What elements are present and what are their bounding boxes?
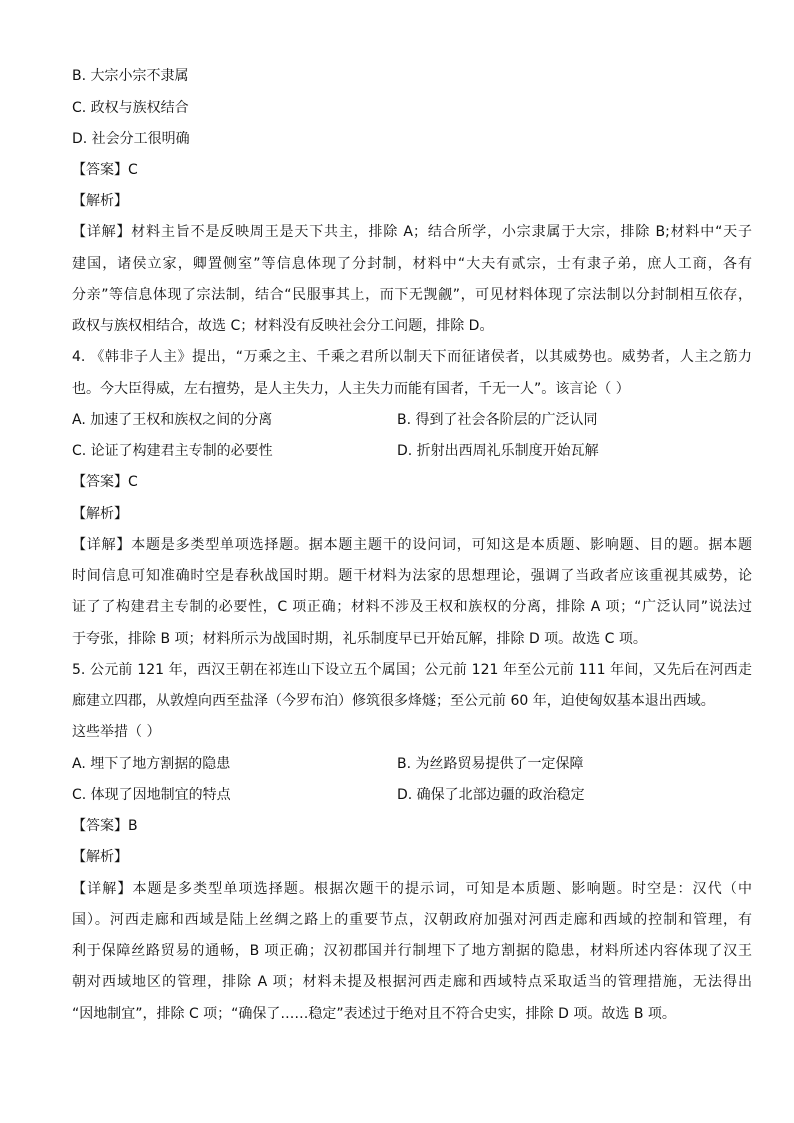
- q5-answer: 【答案】B: [72, 818, 138, 834]
- q4-option-a: A. 加速了王权和族权之间的分离: [72, 412, 273, 428]
- q5-detail-line: “因地制宜”，排除 C 项；“确保了……稳定”表述过于绝对且不符合史实，排除 D 项。故选 B 项。: [72, 1006, 676, 1022]
- q3-detail-line: 【详解】材料主旨不是反映周王是天下共主，排除 A；结合所学，小宗隶属于大宗，排除 B;材料中“天子: [72, 224, 752, 240]
- q5-option-d: D. 确保了北部边疆的政治稳定: [397, 787, 585, 803]
- q5-option-b: B. 为丝路贸易提供了一定保障: [397, 756, 584, 772]
- q5-detail-line: 【详解】本题是多类型单项选择题。根据次题干的提示词，可知是本质题、影响题。时空是：汉代（中: [72, 881, 752, 897]
- q4-option-b: B. 得到了社会各阶层的广泛认同: [397, 412, 598, 428]
- q5-detail-line: 朝对西域地区的管理，排除 A 项；材料未提及根据河西走廊和西域特点采取适当的管理措施，无法得出: [72, 974, 752, 990]
- q3-option-d: D. 社会分工很明确: [72, 131, 190, 147]
- q5-option-c: C. 体现了因地制宜的特点: [72, 787, 231, 803]
- q3-detail-line: 建国，诸侯立家，卿置侧室”等信息体现了分封制，材料中“大夫有贰宗，士有隶子弟，庶人工商，各有: [72, 256, 752, 272]
- q4-analysis-label: 【解析】: [72, 506, 128, 522]
- q4-detail-line: 证了了构建君主专制的必要性，C 项正确；材料不涉及王权和族权的分离，排除 A 项；“广泛认同”说法过: [72, 599, 752, 615]
- q5-stem-line: 廊建立四郡，从敦煌向西至盐泽（今罗布泊）修筑很多烽燧；至公元前 60 年，迫使匈奴基本退出西域。: [72, 693, 715, 709]
- q4-detail-line: 【详解】本题是多类型单项选择题。据本题主题干的设问词，可知这是本质题、影响题、目的题。据本题: [72, 537, 752, 553]
- q4-stem-line: 4. 《韩非子人主》提出，“万乘之主、千乘之君所以制天下而征诸侯者，以其威势也。威势者，人主之筋力: [72, 349, 752, 365]
- q5-analysis-label: 【解析】: [72, 849, 128, 865]
- q3-analysis-label: 【解析】: [72, 193, 128, 209]
- q4-answer: 【答案】C: [72, 474, 138, 490]
- q4-stem-line: 也。今大臣得威，左右擅势，是人主失力，人主失力而能有国者，千无一人”。该言论（ ）: [72, 381, 630, 397]
- q5-detail-line: 利于保障丝路贸易的通畅，B 项正确；汉初郡国并行制埋下了地方割据的隐患，材料所述内容体现了汉王: [72, 943, 752, 959]
- q5-detail-line: 国）。河西走廊和西域是陆上丝绸之路上的重要节点，汉朝政府加强对河西走廊和西域的控制和管理，有: [72, 912, 752, 928]
- q5-stem-line: 5. 公元前 121 年，西汉王朝在祁连山下设立五个属国；公元前 121 年至公元前 111 年间，又先后在河西走: [72, 662, 752, 678]
- q4-option-d: D. 折射出西周礼乐制度开始瓦解: [397, 443, 599, 459]
- q3-option-c: C. 政权与族权结合: [72, 100, 189, 116]
- q3-option-b: B. 大宗小宗不隶属: [72, 68, 189, 84]
- q4-detail-line: 时间信息可知准确时空是春秋战国时期。题干材料为法家的思想理论，强调了当政者应该重视其威势，论: [72, 568, 752, 584]
- q3-detail-line: 分亲”等信息体现了宗法制，结合“民服事其上，而下无觊觎”，可见材料体现了宗法制以分封制相互依存，: [72, 287, 752, 303]
- q4-option-c: C. 论证了构建君主专制的必要性: [72, 443, 273, 459]
- q5-option-a: A. 埋下了地方割据的隐患: [72, 756, 231, 772]
- q3-answer: 【答案】C: [72, 162, 138, 178]
- q3-detail-line: 政权与族权相结合，故选 C；材料没有反映社会分工问题，排除 D。: [72, 318, 494, 334]
- q4-detail-line: 于夸张，排除 B 项；材料所示为战国时期，礼乐制度早已开始瓦解，排除 D 项。故选 C 项。: [72, 631, 647, 647]
- q5-stem-line: 这些举措（ ）: [72, 724, 161, 740]
